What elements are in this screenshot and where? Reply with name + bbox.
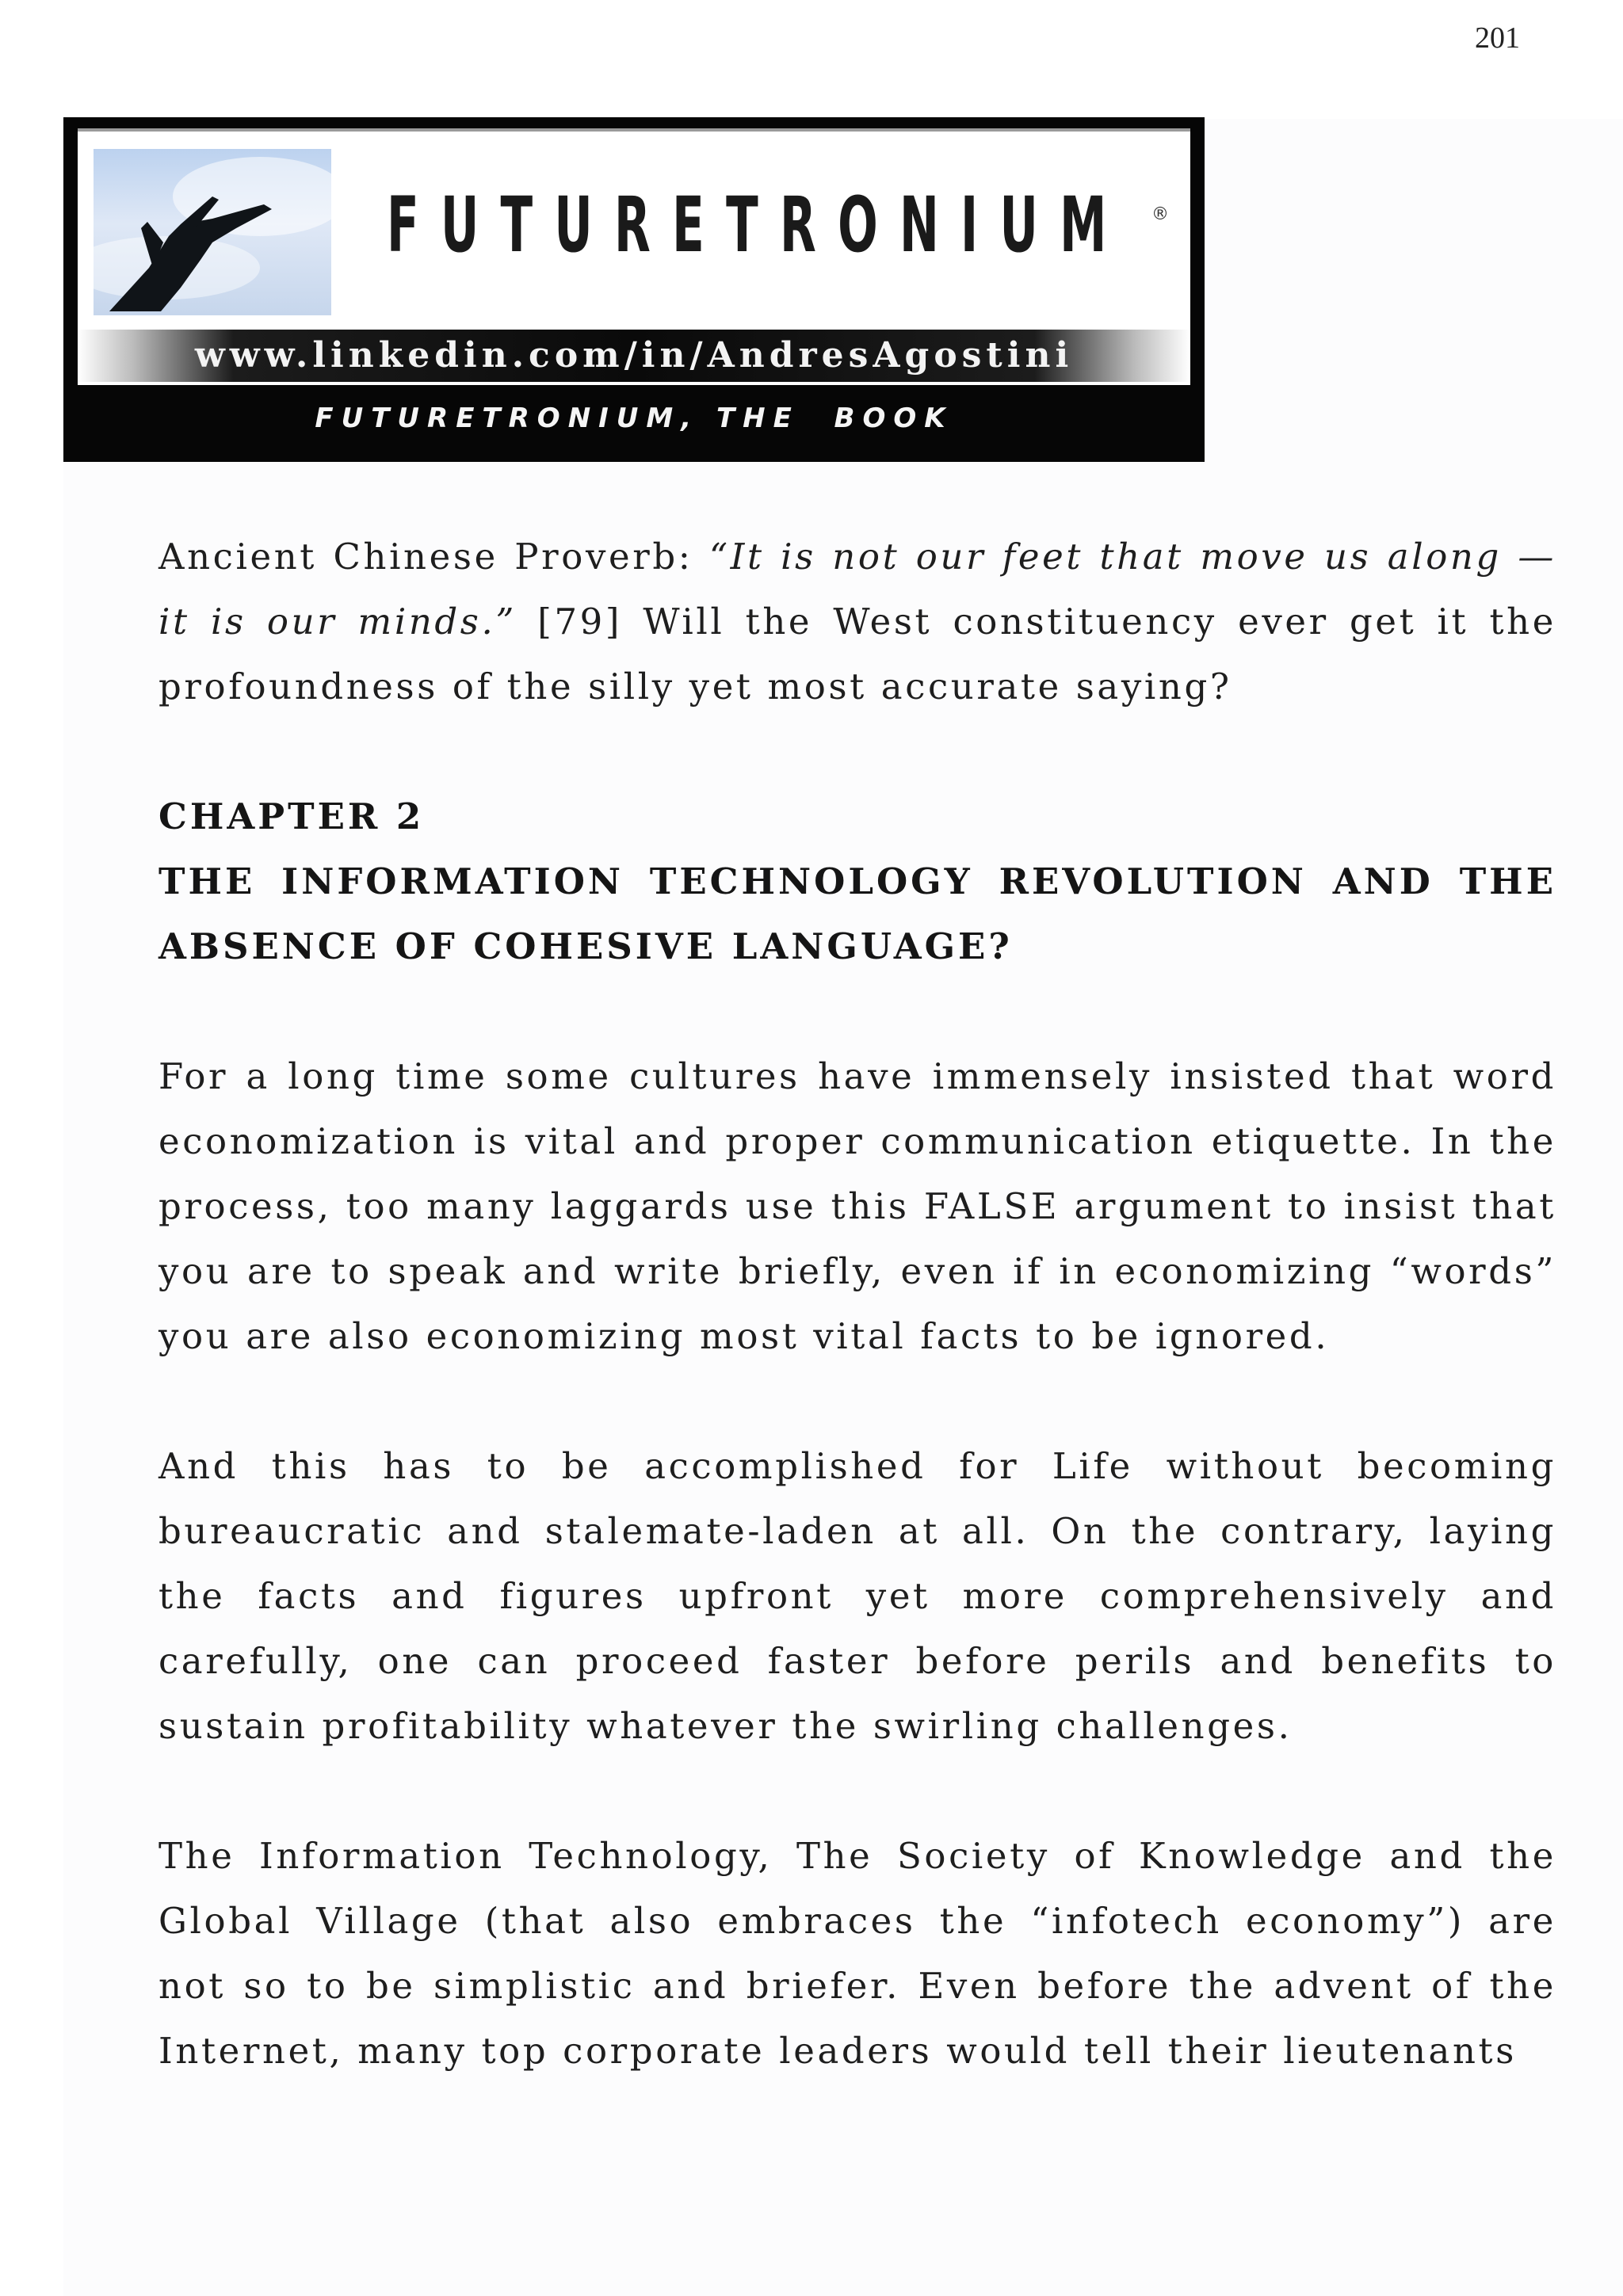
body-paragraph: For a long time some cultures have immensely insisted that word economization is vital and proper communication etiquette. In the process, too many laggards use this FALSE argument to insist that you are to speak and write briefly, even if in economizing “words” you are also economizing most vital facts to be ignored.	[158, 1055, 1556, 1357]
chapter-heading	[158, 784, 1556, 979]
banner-subtitle: FUTURETRONIUM, THE BOOK	[315, 402, 953, 434]
book-banner	[63, 117, 1205, 462]
intro-rest: [79] Will the West constituency ever get it the profoundness of the silly yet most accurate saying?	[158, 601, 1556, 707]
chapter-number: CHAPTER 2	[158, 795, 425, 837]
banner-header	[78, 128, 1190, 385]
linkedin-url: www.linkedin.com/in/AndresAgostini	[194, 335, 1074, 376]
registered-mark: ®	[1151, 204, 1169, 224]
reaching-hand-image	[94, 149, 331, 315]
banner-link-bar	[78, 330, 1190, 382]
chapter-title: THE INFORMATION TECHNOLOGY REVOLUTION AND THE ABSENCE OF COHESIVE LANGUAGE?	[158, 860, 1556, 967]
page-number: 201	[1475, 21, 1520, 55]
intro-lead: Ancient Chinese Proverb:	[158, 536, 709, 578]
page-body	[158, 524, 1556, 2149]
body-paragraph: The Information Technology, The Society of Knowledge and the Global Village (that also embraces the “infotech economy”) are not so to be simplistic and briefer. Even before the advent of the Internet, many top corporate leaders would tell their lieutenants	[158, 1835, 1556, 2072]
body-paragraph: And this has to be accomplished for Life without becoming bureaucratic and stalemate-laden at all. On the contrary, laying the facts and figures upfront yet more comprehensively and carefully, one can proceed faster before perils and benefits to sustain profitability whatever the swirling challenges.	[158, 1445, 1556, 1747]
intro-paragraph	[158, 524, 1556, 719]
proverb-quote: “It is not our feet that move us along — it is our minds.”	[158, 536, 1556, 643]
banner-title: FUTURETRONIUM	[387, 181, 1128, 269]
